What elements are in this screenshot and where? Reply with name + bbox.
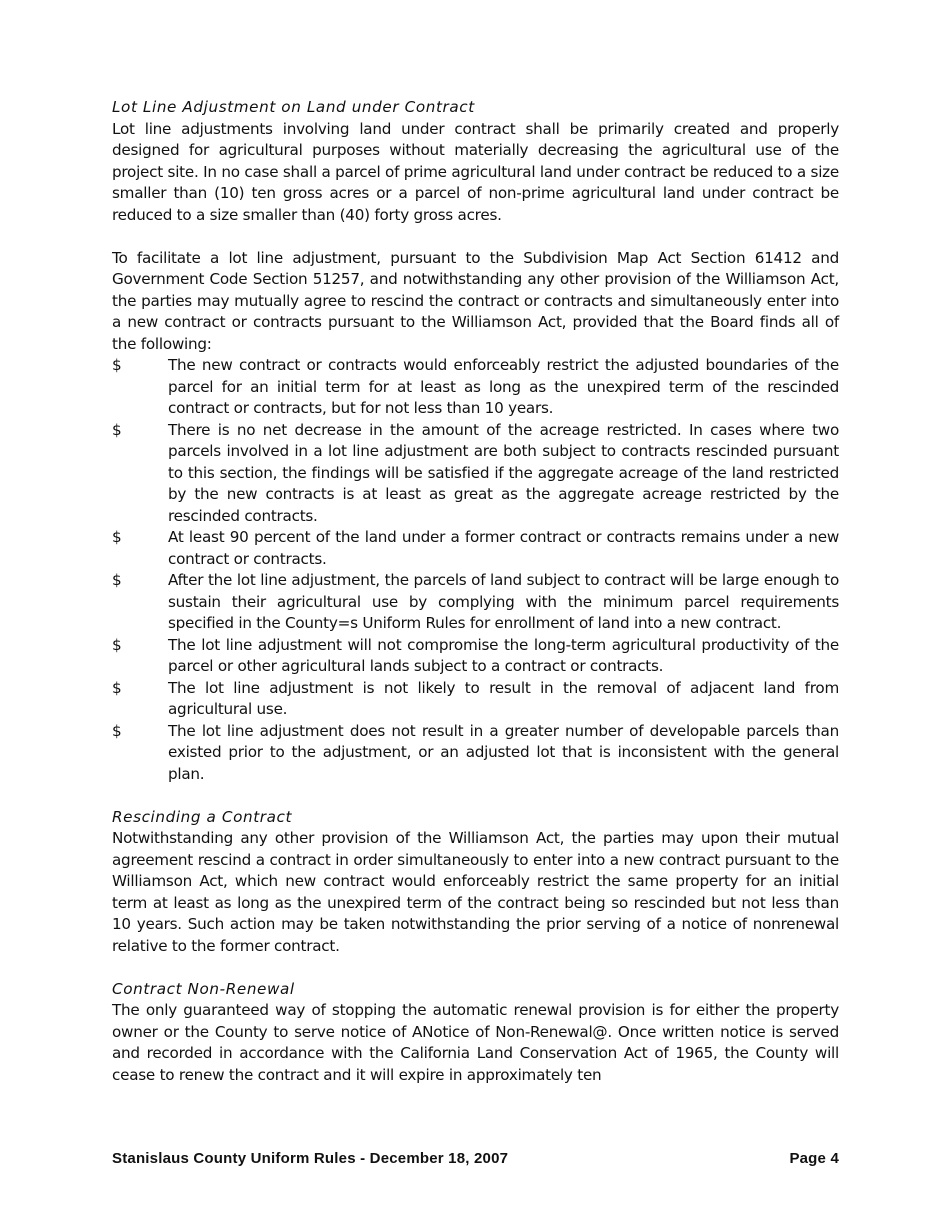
paragraph-spacer — [112, 785, 839, 807]
lot-line-paragraph-2: To facilitate a lot line adjustment, pursuant to the Subdivision Map Act Section 61412 and Government Code Section 51257, and notwithstanding any other provision of the Williamson Act, the parties may mutually agree to rescind the contract or contracts and simultaneously enter into a new contract or contracts pursuant to the Williamson Act, provided that the Board finds all of the following: — [112, 248, 839, 353]
footer-document-title: Stanislaus County Uniform Rules - December 18, 2007 — [112, 1150, 509, 1167]
list-item — [112, 420, 839, 528]
document-page — [112, 97, 839, 1086]
list-item — [112, 635, 839, 678]
list-item-text: There is no net decrease in the amount of the acreage restricted. In cases where two parcels involved in a lot line adjustment are both subject to contracts rescinded pursuant to this section, the findings will be satisfied if the aggregate acreage of the land restricted by the new contracts is at least as great as the aggregate acreage restricted by the rescinded contracts. — [168, 420, 839, 525]
bullet-marker: $ — [112, 678, 122, 697]
findings-list — [112, 355, 839, 785]
bullet-marker: $ — [112, 635, 122, 654]
list-item-text: At least 90 percent of the land under a former contract or contracts remains under a new contract or contracts. — [168, 528, 839, 568]
footer-page-number: Page 4 — [789, 1150, 839, 1167]
list-item — [112, 527, 839, 570]
list-item-text: After the lot line adjustment, the parcels of land subject to contract will be large enough to sustain their agricultural use by complying with the minimum parcel requirements specified in the County=s Uniform Rules for enrollment of land into a new contract. — [168, 571, 839, 632]
section-heading-lot-line-adjustment: Lot Line Adjustment on Land under Contract — [112, 98, 475, 116]
list-item-text: The lot line adjustment will not compromise the long-term agricultural productivity of the parcel or other agricultural lands subject to a contract or contracts. — [168, 635, 839, 675]
list-item-text: The lot line adjustment does not result in a greater number of developable parcels than existed prior to the adjustment, or an adjusted lot that is inconsistent with the general plan. — [168, 721, 839, 783]
lot-line-paragraph-1: Lot line adjustments involving land under contract shall be primarily created and properly designed for agricultural purposes without materially decreasing the agricultural use of the project site. In no case shall a parcel of prime agricultural land under contract be reduced to a size smaller than (10) ten gross acres or a parcel of non-prime agricultural land under contract be reduced to a size smaller than (40) forty gross acres. — [112, 119, 839, 224]
page-footer — [112, 1150, 839, 1167]
list-item — [112, 355, 839, 420]
list-item-text: The lot line adjustment is not likely to result in the removal of adjacent land from agricultural use. — [168, 678, 839, 718]
paragraph-spacer — [112, 957, 839, 979]
bullet-marker: $ — [112, 528, 122, 546]
bullet-marker: $ — [112, 356, 122, 374]
list-item — [112, 678, 839, 721]
list-item — [112, 721, 839, 786]
bullet-marker: $ — [112, 571, 122, 589]
section-heading-rescinding-contract: Rescinding a Contract — [112, 807, 293, 826]
section-heading-contract-non-renewal: Contract Non-Renewal — [112, 979, 295, 998]
bullet-marker: $ — [112, 420, 122, 439]
paragraph-spacer — [112, 226, 839, 248]
list-item — [112, 570, 839, 635]
rescinding-paragraph: Notwithstanding any other provision of the Williamson Act, the parties may upon their mutual agreement rescind a contract in order simultaneously to enter into a new contract pursuant to the Williamson Act, which new contract would enforceably restrict the same property for an initial term at least as long as the unexpired term of the contract being so rescinded but not less than 10 years. Such action may be taken notwithstanding the prior serving of a notice of nonrenewal relative to the former contract. — [112, 829, 839, 955]
list-item-text: The new contract or contracts would enforceably restrict the adjusted boundaries of the parcel for an initial term for at least as long as the unexpired term of the rescinded contract or contracts, but for not less than 10 years. — [168, 356, 839, 417]
bullet-marker: $ — [112, 721, 122, 740]
non-renewal-paragraph: The only guaranteed way of stopping the automatic renewal provision is for either the property owner or the County to serve notice of ANotice of Non-Renewal@. Once written notice is served and recorded in accordance with the California Land Conservation Act of 1965, the County will cease to renew the contract and it will expire in approximately ten — [112, 1001, 839, 1084]
